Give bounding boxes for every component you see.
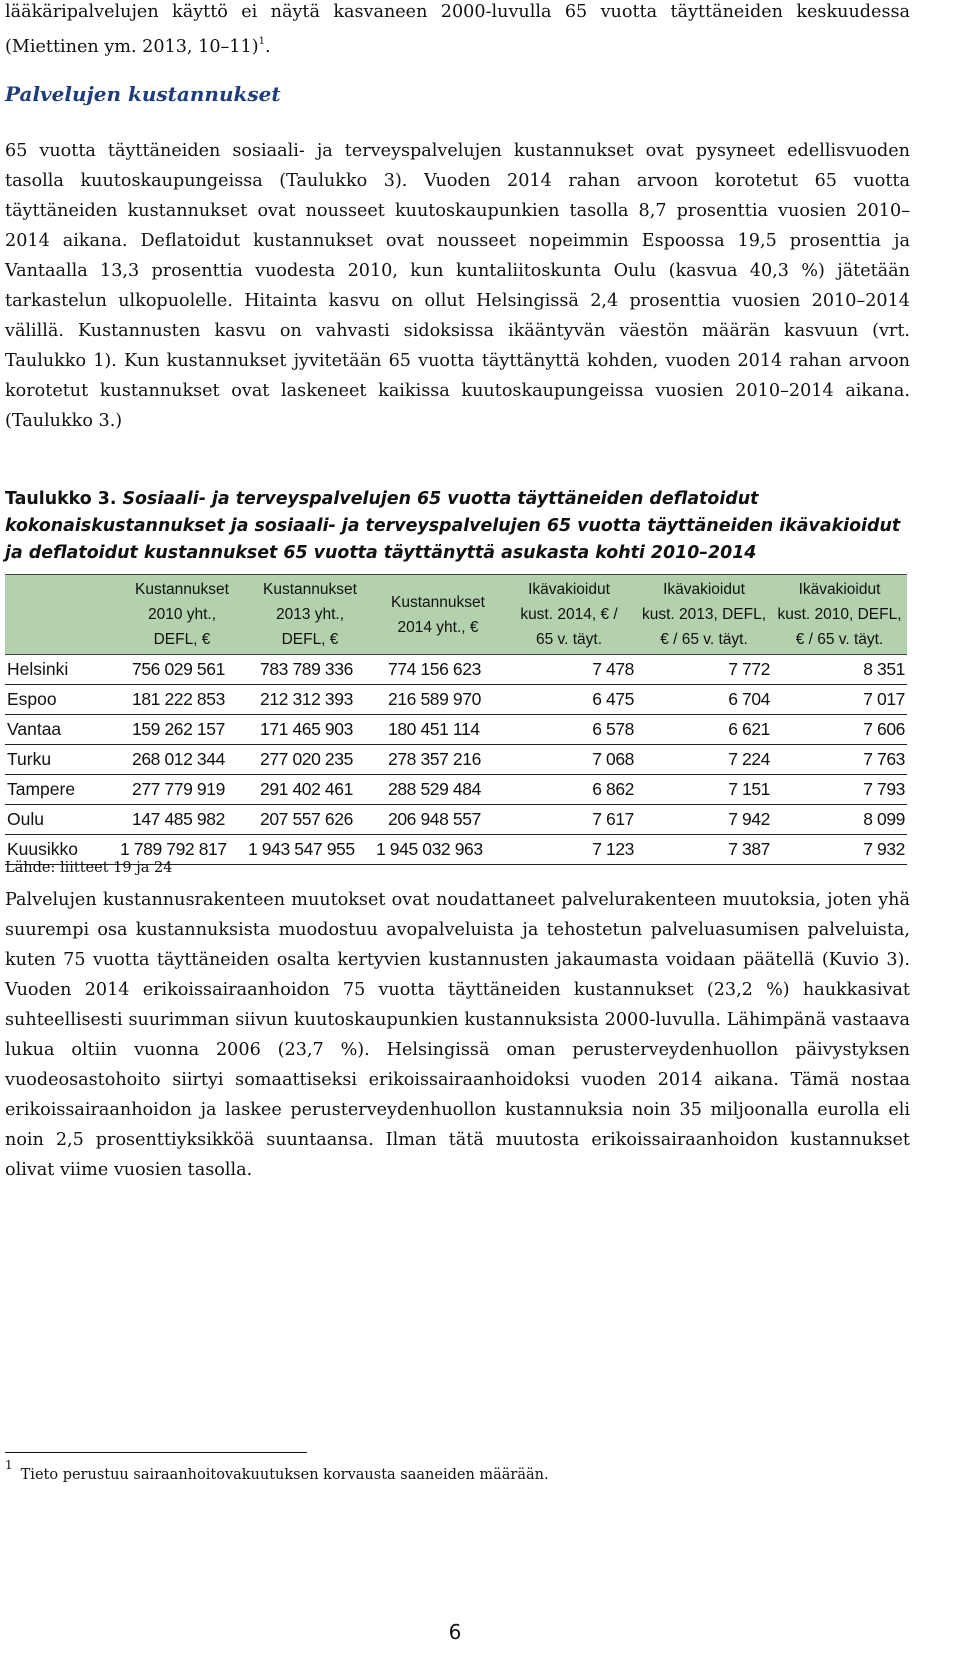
cell-cost-2010: 1 789 792 817 [118, 835, 246, 865]
table-header [5, 575, 907, 655]
table-caption-text: Sosiaali- ja terveyspalvelujen 65 vuotta täyttäneiden deflatoidut kokonaiskustannukset ja sosiaali- ja terveyspalvelujen 65 vuotta täyttäneiden ikävakioidut ja deflatoidut kustannukset 65 vuotta täyttänyttä asukasta kohti 2010–2014 [5, 489, 901, 563]
header-line: kust. 2010, DEFL, [777, 606, 902, 623]
footnote-reference[interactable]: 1 [258, 36, 265, 47]
intro-text: lääkäripalvelujen käyttö ei näytä kasvaneen 2000-luvulla 65 vuotta täyttäneiden keskuudessa (Miettinen ym. 2013, 10–11) [5, 2, 910, 57]
header-corner [5, 575, 118, 655]
header-line: € / 65 v. täyt. [795, 631, 884, 648]
header-agestd-2014 [502, 575, 636, 655]
table-row [5, 775, 907, 805]
cell-agestd-2013: 6 704 [636, 685, 772, 715]
cell-cost-2013: 291 402 461 [246, 775, 374, 805]
header-line: Kustannukset [135, 581, 229, 598]
row-city: Turku [5, 745, 118, 775]
header-line: 2014 yht., € [397, 618, 479, 636]
cell-cost-2010: 277 779 919 [118, 775, 246, 805]
table-body [5, 655, 907, 865]
row-city: Tampere [5, 775, 118, 805]
paragraph-costs: 65 vuotta täyttäneiden sosiaali- ja terveyspalvelujen kustannukset ovat pysyneet edellisvuoden tasolla kuutoskaupungeissa (Taulukko 3). Vuoden 2014 rahan arvoon korotetut 65 vuotta täyttäneiden kustannukset ovat nousseet kuutoskaupunkien tasolla 8,7 prosenttia vuosien 2010–2014 aikana. Deflatoidut kustannukset ovat nousseet nopeimmin Espoossa 19,5 prosenttia ja Vantaalla 13,3 prosenttia vuodesta 2010, kun kuntaliitoskunta Oulu (kasvua 40,3 %) jätetään tarkastelun ulkopuolelle. Hitainta kasvu on ollut Helsingissä 2,4 prosenttia vuosien 2010–2014 välillä. Kustannusten kasvu on vahvasti sidoksissa ikääntyvän väestön määrän kasvuun (vrt. Taulukko 1). Kun kustannukset jyvitetään 65 vuotta täyttänyttä kohden, vuoden 2014 rahan arvoon korotetut kustannukset ovat laskeneet kaikissa kuutoskaupungeissa vuosien 2010–2014 aikana. (Taulukko 3.) [5, 141, 910, 431]
row-city: Vantaa [5, 715, 118, 745]
cell-agestd-2010: 7 932 [772, 835, 907, 865]
cell-cost-2013: 212 312 393 [246, 685, 374, 715]
cell-cost-2010: 159 262 157 [118, 715, 246, 745]
header-line: kust. 2014, € / [520, 606, 618, 623]
cell-cost-2014: 1 945 032 963 [374, 835, 502, 865]
paragraph-structure: Palvelujen kustannusrakenteen muutokset ovat noudattaneet palvelurakenteen muutoksia, joten yhä suurempi osa kustannuksista muodostuu avopalveluista ja tehostetun palveluasumisen palveluista, kuten 75 vuotta täyttäneiden osalta kertyvien kustannusten jakaumasta voidaan päätellä (Kuvio 3). Vuoden 2014 erikoissairaanhoidon 75 vuotta täyttäneiden kustannukset (23,2 %) haukkasivat suhteellisesti suurimman siivun kuutoskaupunkien kustannuksista 2000-luvulla. Lähimpänä vastaava lukua oltiin vuonna 2006 (23,7 %). Helsingissä oman perusterveydenhuollon päivystyksen vuodeosastohoito siirtyi somaattiseksi erikoissairaanhoidoksi vuoden 2014 aikana. Tämä nostaa erikoissairaanhoidon ja laskee perusterveydenhuollon kustannuksia noin 35 miljoonalla eurolla eli noin 2,5 prosenttiyksikköä suuntaansa. Ilman tätä muutosta erikoissairaanhoidon kustannukset olivat viime vuosien tasolla. [5, 890, 910, 1180]
intro-end: . [264, 37, 271, 57]
header-cost-2014 [374, 575, 502, 655]
cell-agestd-2014: 6 862 [502, 775, 636, 805]
cell-cost-2014: 288 529 484 [374, 775, 502, 805]
cell-agestd-2010: 7 793 [772, 775, 907, 805]
header-line: € / 65 v. täyt. [660, 631, 748, 648]
header-line: Ikävakioidut [528, 581, 610, 598]
footnote-number: 1 [5, 1458, 13, 1472]
header-line: Kustannukset [263, 581, 357, 598]
cell-agestd-2014: 6 578 [502, 715, 636, 745]
row-city: Espoo [5, 685, 118, 715]
cell-cost-2014: 278 357 216 [374, 745, 502, 775]
header-line: Ikävakioidut [663, 581, 745, 598]
cell-agestd-2010: 8 351 [772, 655, 907, 685]
cost-table [5, 574, 907, 865]
table-row [5, 745, 907, 775]
header-row [5, 575, 907, 655]
cell-agestd-2014: 7 123 [502, 835, 636, 865]
cell-agestd-2014: 6 475 [502, 685, 636, 715]
footnote [5, 1458, 549, 1483]
page-number: 6 [448, 1620, 462, 1644]
cell-agestd-2010: 7 017 [772, 685, 907, 715]
table-row [5, 715, 907, 745]
header-cost-2013 [246, 575, 374, 655]
cell-cost-2013: 171 465 903 [246, 715, 374, 745]
header-agestd-2010 [772, 575, 907, 655]
footnote-divider [5, 1452, 307, 1453]
header-line: Kustannukset [391, 593, 485, 611]
intro-paragraph [5, 0, 910, 62]
header-line: 2013 yht., [275, 606, 345, 623]
cell-cost-2010: 181 222 853 [118, 685, 246, 715]
row-city: Helsinki [5, 655, 118, 685]
table-row [5, 805, 907, 835]
cell-agestd-2014: 7 478 [502, 655, 636, 685]
cell-agestd-2013: 7 772 [636, 655, 772, 685]
header-line: Ikävakioidut [798, 581, 881, 598]
cell-cost-2014: 180 451 114 [374, 715, 502, 745]
cell-cost-2014: 774 156 623 [374, 655, 502, 685]
cell-cost-2013: 207 557 626 [246, 805, 374, 835]
header-line: 2010 yht., [147, 606, 217, 623]
cell-cost-2010: 756 029 561 [118, 655, 246, 685]
header-cost-2010 [118, 575, 246, 655]
table-caption [5, 486, 910, 567]
header-line: 65 v. täyt. [535, 631, 603, 648]
cell-agestd-2014: 7 617 [502, 805, 636, 835]
cell-cost-2014: 216 589 970 [374, 685, 502, 715]
footnote-text: Tieto perustuu sairaanhoitovakuutuksen korvausta saaneiden määrään. [20, 1467, 549, 1483]
cell-cost-2013: 783 789 336 [246, 655, 374, 685]
cell-cost-2010: 268 012 344 [118, 745, 246, 775]
cell-agestd-2013: 7 224 [636, 745, 772, 775]
table-caption-label: Taulukko 3. [5, 489, 117, 509]
row-city: Kuusikko [5, 835, 118, 865]
section-heading: Palvelujen kustannukset [5, 82, 281, 106]
cell-agestd-2010: 7 763 [772, 745, 907, 775]
table-row [5, 655, 907, 685]
row-city: Oulu [5, 805, 118, 835]
cell-cost-2010: 147 485 982 [118, 805, 246, 835]
cell-agestd-2014: 7 068 [502, 745, 636, 775]
cell-agestd-2013: 7 387 [636, 835, 772, 865]
table-source: Lähde: liitteet 19 ja 24 [5, 860, 173, 876]
header-line: DEFL, € [281, 631, 339, 648]
table-row [5, 685, 907, 715]
header-agestd-2013 [636, 575, 772, 655]
cell-cost-2013: 277 020 235 [246, 745, 374, 775]
header-line: DEFL, € [153, 631, 211, 648]
header-line: kust. 2013, DEFL, [641, 606, 767, 623]
cell-agestd-2013: 6 621 [636, 715, 772, 745]
cell-agestd-2010: 7 606 [772, 715, 907, 745]
cell-agestd-2010: 8 099 [772, 805, 907, 835]
cell-cost-2013: 1 943 547 955 [246, 835, 374, 865]
cell-agestd-2013: 7 151 [636, 775, 772, 805]
cell-cost-2014: 206 948 557 [374, 805, 502, 835]
cell-agestd-2013: 7 942 [636, 805, 772, 835]
